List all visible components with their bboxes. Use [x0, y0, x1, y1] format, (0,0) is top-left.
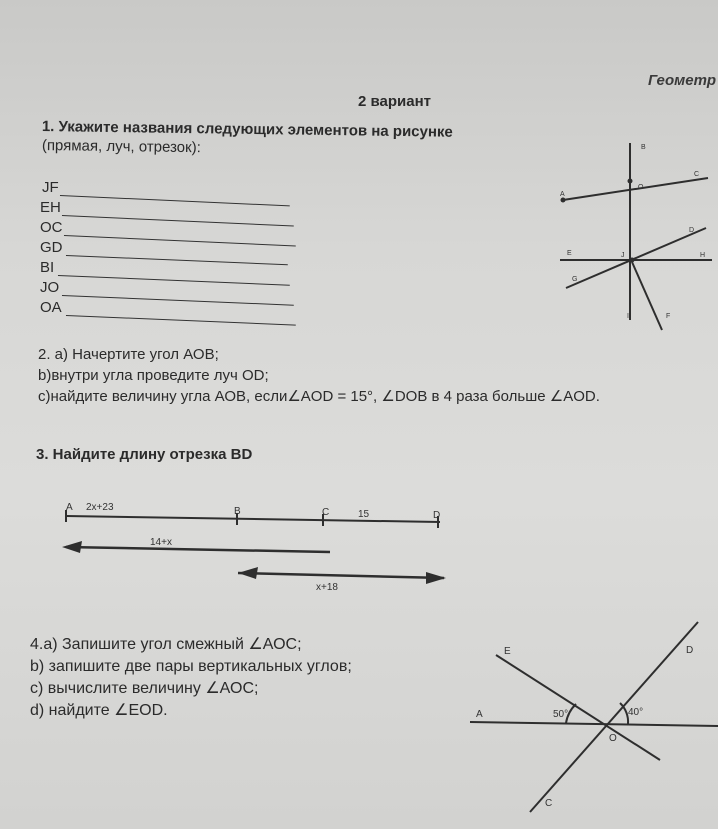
task1-item: BI	[40, 259, 55, 276]
task2-line-b: b)внутри угла проведите луч OD;	[38, 367, 269, 384]
task2-line-a-text: 2. а) Начертите угол АОВ;	[38, 346, 219, 363]
label-a: A	[560, 191, 565, 198]
task4-line-c: c) вычислите величину ∠АОС;	[30, 680, 259, 697]
label-i: I	[627, 313, 629, 320]
task2-line-c: c)найдите величину угла АОВ, если∠AOD = 15°, ∠DOB в 4 раза больше ∠AOD.	[38, 388, 600, 405]
angle-50: 50°	[553, 709, 569, 720]
label-d: D	[433, 510, 441, 521]
angle-40: 40°	[628, 707, 644, 718]
expr-bd: x+18	[316, 582, 338, 593]
expr-a: 2x+23	[86, 502, 114, 513]
label-b: B	[234, 506, 241, 517]
task1-item: OC	[40, 219, 63, 236]
line-ao	[470, 722, 718, 726]
label-d: D	[689, 227, 695, 234]
label-a: A	[476, 709, 483, 720]
task1-question: 1. Укажите названия следующих элементов на рисунке	[41, 118, 453, 141]
label-o: O	[638, 184, 644, 191]
task4-line-d: d) найдите ∠ЕOD.	[30, 702, 168, 719]
subject-header: Геометр	[648, 72, 717, 89]
task1-item: OA	[40, 299, 62, 316]
label-c: C	[322, 507, 330, 518]
arc-40	[620, 703, 628, 724]
label-g: G	[572, 276, 578, 283]
label-b: B	[641, 144, 646, 151]
expr-ac: 14+x	[150, 537, 172, 548]
label-h: H	[700, 252, 706, 259]
label-e: E	[504, 646, 511, 657]
label-o: O	[609, 733, 617, 744]
label-a: A	[66, 502, 73, 513]
task4-line-a: 4.а) Запишите угол смежный ∠АОС;	[30, 636, 302, 653]
variant-title: 2 вариант	[358, 93, 432, 110]
label-c: C	[545, 798, 553, 809]
task1-item: JF	[42, 179, 59, 196]
label-c: C	[694, 171, 700, 178]
task4-line-b: b) запишите две пары вертикальных углов;	[30, 658, 352, 675]
label-j: J	[621, 252, 625, 259]
label-d: D	[686, 645, 694, 656]
task3-title: 3. Найдите длину отрезка BD	[36, 446, 253, 463]
label-f: F	[666, 313, 671, 320]
task1-item: JO	[40, 279, 60, 296]
task1-item: EH	[40, 199, 61, 216]
label-cd: 15	[358, 509, 370, 520]
label-e: E	[567, 250, 572, 257]
task1-subtitle: (прямая, луч, отрезок):	[41, 137, 201, 157]
task1-item: GD	[40, 239, 63, 256]
